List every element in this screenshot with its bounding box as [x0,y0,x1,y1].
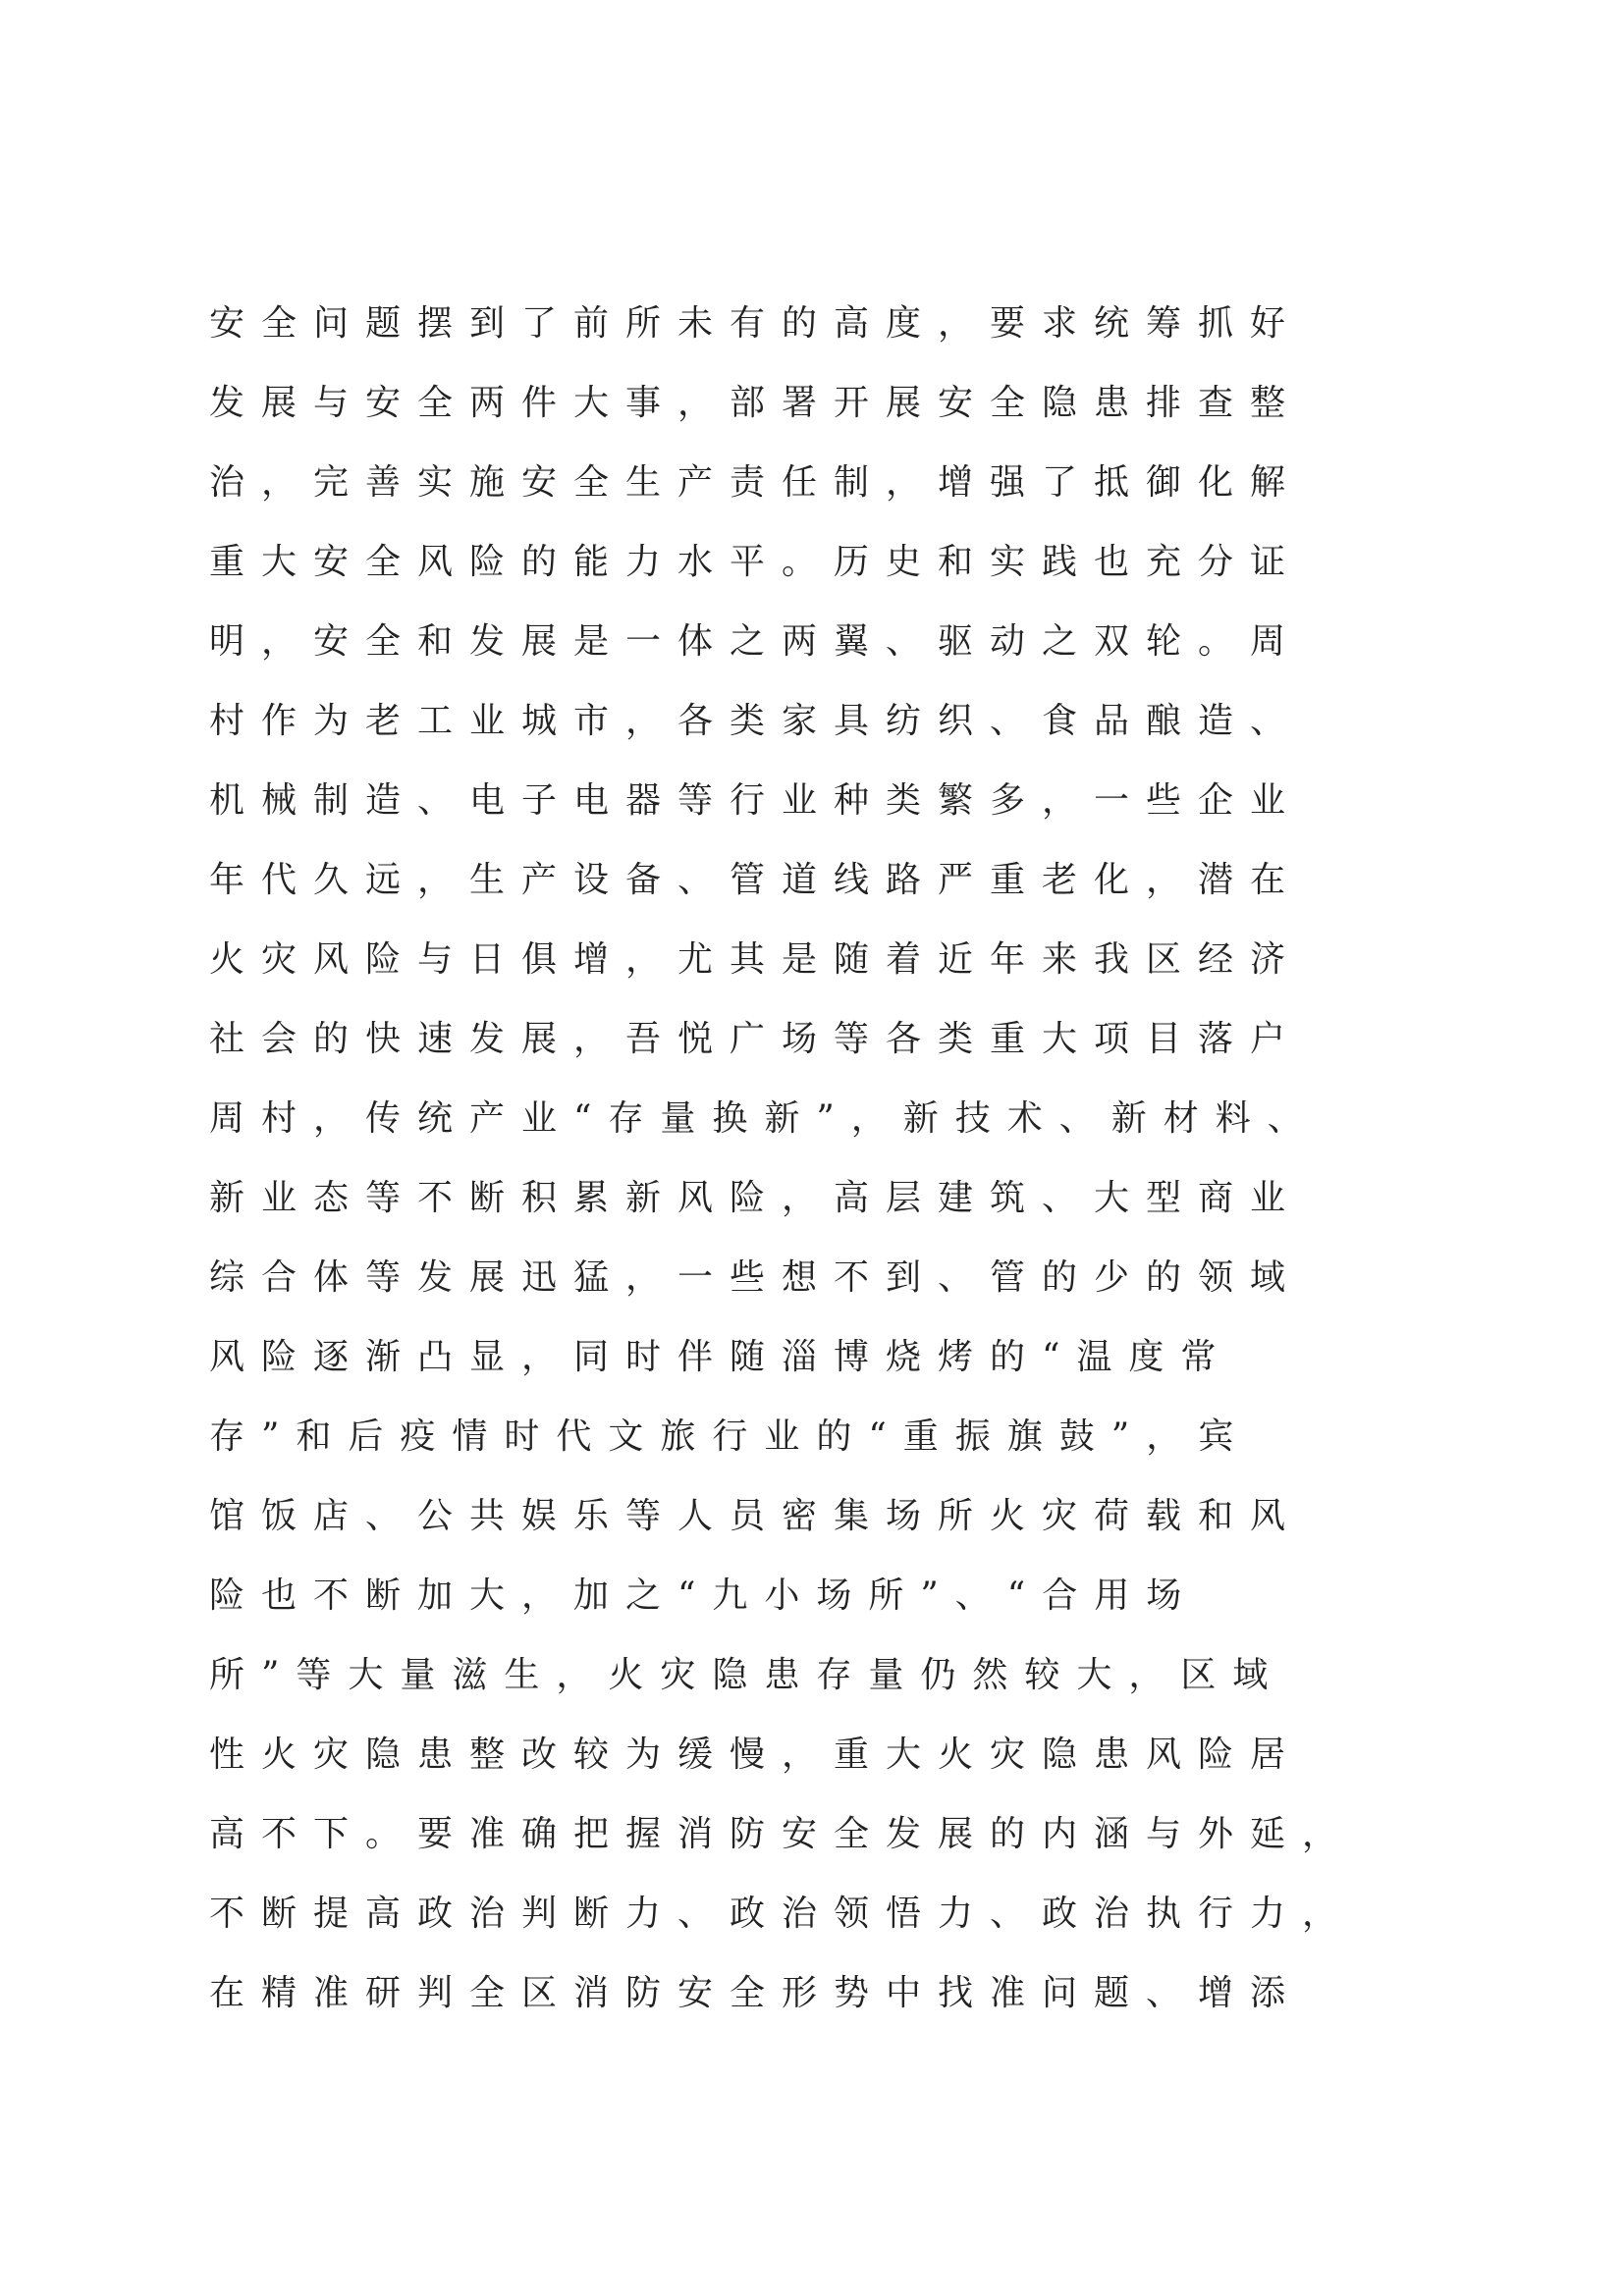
text-line: 年代久远，生产设备、管道线路严重老化，潜在 [209,860,1303,900]
text-line: 所”等大量滋生，火灾隐患存量仍然较大，区域 [209,1655,1285,1695]
text-line: 社会的快速发展，吾悦广场等各类重大项目落户 [209,1019,1303,1059]
text-line: 村作为老工业城市，各类家具纺织、食品酿造、 [209,701,1303,741]
text-line: 安全问题摆到了前所未有的高度，要求统筹抓好 [209,303,1303,344]
text-line: 存”和后疫情时代文旅行业的“重振旗鼓”，宾 [209,1416,1251,1457]
text-line: 火灾风险与日俱增，尤其是随着近年来我区经济 [209,939,1303,980]
text-line: 治，完善实施安全生产责任制，增强了抵御化解 [209,462,1303,503]
text-line: 馆饭店、公共娱乐等人员密集场所火灾荷载和风 [209,1496,1303,1536]
text-line: 风险逐渐凸显，同时伴随淄博烧烤的“温度常 [209,1337,1233,1377]
text-line: 重大安全风险的能力水平。历史和实践也充分证 [209,542,1303,582]
text-line: 不断提高政治判断力、政治领悟力、政治执行力， [209,1894,1355,1934]
text-line: 性火灾隐患整改较为缓慢，重大火灾隐患风险居 [209,1735,1303,1775]
text-line: 发展与安全两件大事，部署开展安全隐患排查整 [209,383,1303,423]
text-line: 明，安全和发展是一体之两翼、驱动之双轮。周 [209,621,1303,662]
text-line: 高不下。要准确把握消防安全发展的内涵与外延， [209,1814,1355,1854]
text-line: 综合体等发展迅猛，一些想不到、管的少的领域 [209,1257,1303,1298]
body-paragraph [209,294,1427,2044]
text-line: 周村，传统产业“存量换新”，新技术、新材料、 [209,1098,1320,1139]
text-line: 机械制造、电子电器等行业种类繁多，一些企业 [209,780,1303,821]
text-line: 在精准研判全区消防安全形势中找准问题、增添 [209,1973,1303,2013]
text-line: 新业态等不断积累新风险，高层建筑、大型商业 [209,1178,1303,1218]
text-line: 险也不断加大，加之“九小场所”、“合用场 [209,1575,1199,1616]
